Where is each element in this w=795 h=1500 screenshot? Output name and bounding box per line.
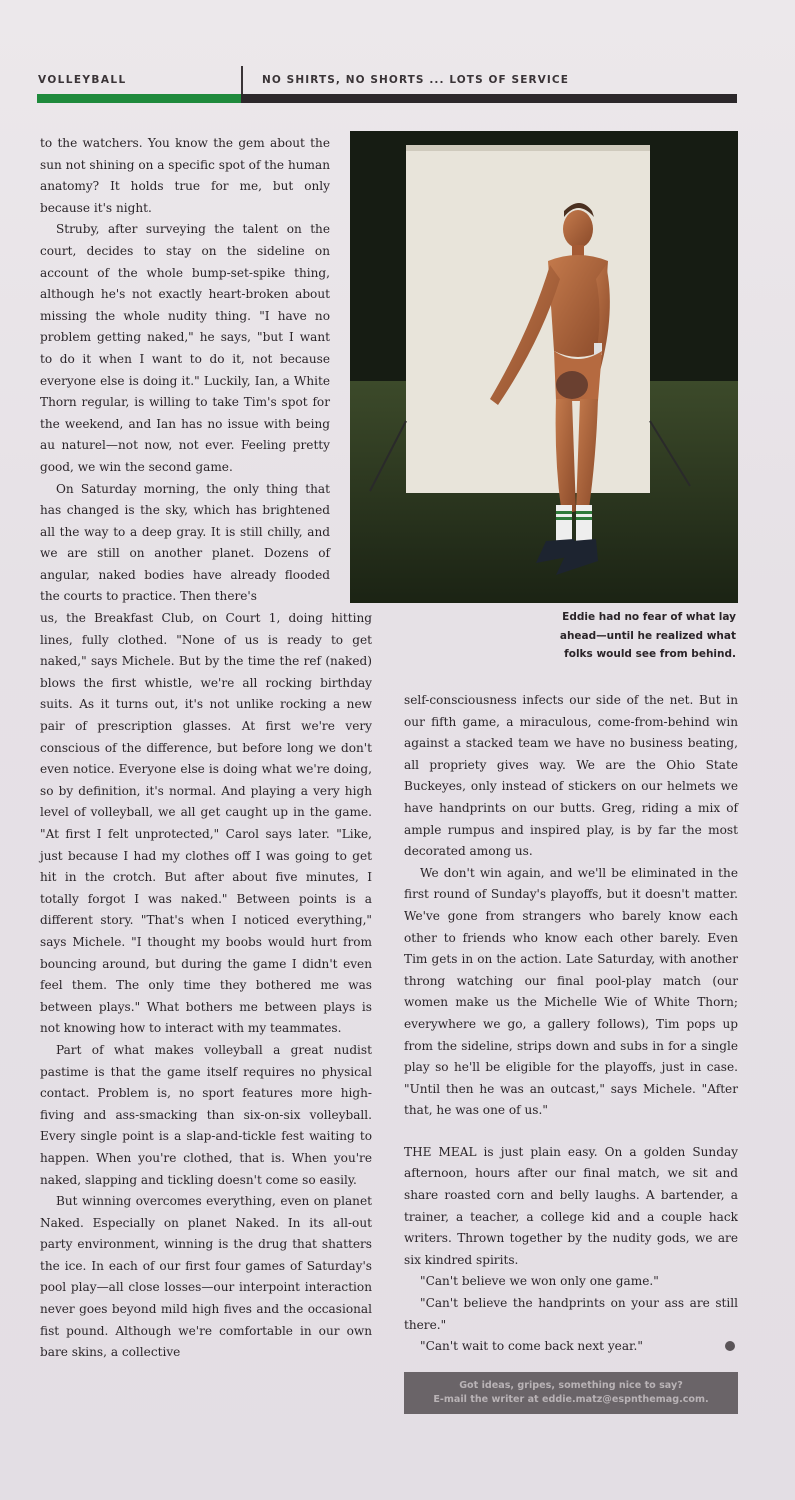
- paragraph: Struby, after surveying the talent on the court, decides to stay on the sideline on account of the whole bump-set-spike thing, although he's not exactly heart-broken about missing the whole nudity thing. "I have no problem getting naked," he says, "but I want to do it when I want to do it, not because everyone else is doing it." Luckily, Ian, a White Thorn regular, is willing to take Tim's spot for the weekend, and Ian has no issue with being au naturel—not now, not ever. Feeling pretty good, we win the second game.: [40, 222, 330, 474]
- paragraph: THE MEAL is just plain easy. On a golden Sunday afternoon, hours after our final match, we sit and share roasted corn and belly laughs. A bartender, a trainer, a teacher, a college kid and a couple hack writers. Thrown together by the nudity gods, we are six kindred spirits.: [404, 1144, 738, 1267]
- section-label: VOLLEYBALL: [38, 74, 127, 86]
- photo-illustration: [350, 131, 738, 603]
- caption-line: Eddie had no fear of what lay: [562, 611, 736, 623]
- article-photo: [350, 131, 738, 603]
- section-color-rule: [37, 94, 241, 103]
- paragraph: self-consciousness infects our side of the net. But in our fifth game, a miraculous, come-from-behind win against a stacked team we have no business beating, all propriety gives way. We are the Ohio State Buckeyes, only instead of stickers on our helmets we have handprints on our butts. Greg, riding a mix of ample rumpus and inspired play, is by far the most decorated among us.: [404, 693, 738, 859]
- paragraph: We don't win again, and we'll be eliminated in the first round of Sunday's playoffs, but it doesn't matter. We've gone from strangers who barely know each other to friends who know each other barely. Even Tim gets in on the action. Late Saturday, with another throng watching our final pool-play match (our women make us the Michelle Wie of White Thorn; everywhere we go, a gallery follows), Tim pops up from the sideline, strips down and subs in for a single play so he'll be eligible for the playoffs, just in case. "Until then he was an outcast," says Michele. "After that, he was one of us.": [404, 865, 738, 1118]
- quote: "Can't believe we won only one game.": [420, 1274, 659, 1289]
- contact-box: [404, 1372, 738, 1414]
- end-mark-icon: [725, 1341, 735, 1351]
- paragraph: to the watchers. You know the gem about the sun not shining on a specific spot of the human anatomy? It holds true for me, but only because it's night.: [40, 136, 330, 215]
- contact-email-line[interactable]: E-mail the writer at eddie.matz@espnthemag.com.: [433, 1394, 709, 1405]
- article-column-right: [404, 690, 738, 1358]
- paragraph: But winning overcomes everything, even on planet Naked. Especially on planet Naked. In its all-out party environment, winning is the drug that shatters the ice. In each of our first four games of Saturday's pool play—all close losses—our interpoint interaction never goes beyond mild high fives and the occasional fist pound. Although we're comfortable in our own bare skins, a collective: [40, 1194, 372, 1360]
- caption-line: ahead—until he realized what: [559, 629, 736, 642]
- article-running-title: NO SHIRTS, NO SHORTS ... LOTS OF SERVICE: [262, 74, 569, 86]
- header-rule: [241, 94, 737, 103]
- quote: "Can't wait to come back next year.": [420, 1339, 643, 1354]
- quote: "Can't believe the handprints on your ass are still there.": [404, 1296, 738, 1332]
- contact-line: Got ideas, gripes, something nice to say?: [459, 1380, 683, 1391]
- article-column-left: [40, 133, 372, 1364]
- photo-caption: [430, 608, 736, 664]
- paragraph: On Saturday morning, the only thing that has changed is the sky, which has brightened all the way to a deep gray. It is still chilly, and we are still on another planet. Dozens of angular, naked bodies have already flooded the courts to practice. Then there's: [40, 481, 330, 604]
- caption-line: folks would see from behind.: [564, 648, 736, 660]
- paragraph: us, the Breakfast Club, on Court 1, doing hitting lines, fully clothed. "None of us is ready to get naked," says Michele. But by the time the ref (naked) blows the first whistle, we're all rocking birthday suits. As it turns out, it's not unlike rocking a new pair of prescription glasses. At first we're very conscious of the difference, but before long we don't even notice. Everyone else is doing what we're doing, so by definition, it's normal. And playing a very high level of volleyball, we all get caught up in the game. "At first I felt unprotected," Carol says later. "Like, just because I had my clothes off I was going to get hit in the crotch. But after about five minutes, I totally forgot I was naked." Between points is a different story. "That's when I noticed everything," says Michele. "I thought my boobs would hurt from bouncing around, but during the game I didn't even feel them. The only time they bothered me was between plays." What bothers me between plays is not knowing how to interact with my teammates.: [40, 611, 372, 1036]
- paragraph: Part of what makes volleyball a great nudist pastime is that the game itself requires no physical contact. Problem is, no sport features more high-fiving and ass-smacking than six-on-six volleyball. Every single point is a slap-and-tickle fest waiting to happen. When you're clothed, that is. When you're naked, slapping and tickling doesn't come so easily.: [40, 1042, 372, 1187]
